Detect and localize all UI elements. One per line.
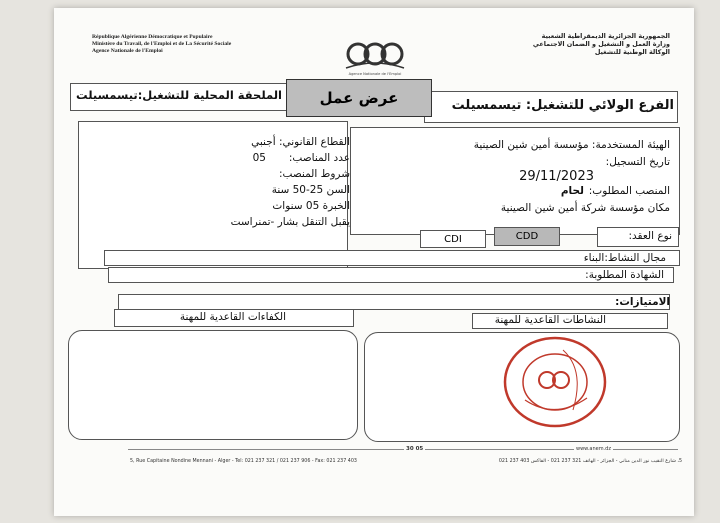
contract-option-cdi-label: CDI bbox=[444, 233, 462, 245]
header-french bbox=[92, 34, 231, 54]
conditions-label: شروط المنصب: bbox=[278, 168, 350, 180]
age-requirement: السن 25-50 سنة bbox=[271, 184, 350, 196]
page-title: عرض عمل bbox=[286, 79, 432, 117]
employer-label: الهيئة المستخدمة: مؤسسة أمين شين الصينية bbox=[473, 139, 670, 151]
contract-option-cdi[interactable] bbox=[420, 230, 486, 248]
footer bbox=[122, 446, 682, 477]
positions-label: عدد المناصب: bbox=[288, 152, 350, 164]
footer-website: www.anem.dz bbox=[576, 446, 611, 452]
privileges-label: الامتيازات: bbox=[615, 296, 670, 308]
footer-code: 30 05 bbox=[406, 446, 424, 452]
contract-option-cdd[interactable] bbox=[494, 227, 560, 246]
registration-date-label: تاريخ التسجيل: bbox=[605, 156, 670, 168]
competencies-label: الكفاءات القاعدية للمهنة bbox=[179, 311, 286, 323]
footer-address-fr: 5, Rue Capitaine Nondine Mennani - Alger - Tel: 021 237 321 / 021 237 906 - Fax: 021 237 403 bbox=[130, 459, 357, 464]
diploma-label: الشهادة المطلوبة: bbox=[585, 269, 664, 281]
footer-address-ar: 5، شارع النقيب نور الدين مناني - الجزائر - الهاتف 321 237 021 - الفاكس 403 237 021 bbox=[498, 459, 682, 464]
header-fr-line: Ministère du Travail, de l'Emploi et de La Sécurité Sociale bbox=[92, 40, 232, 47]
privileges-box bbox=[118, 294, 670, 310]
left-header-label: الملحقة المحلية للتشغيل:تيسمسيلت bbox=[76, 88, 282, 102]
header-fr-line: République Algérienne Démocratique et Populaire bbox=[92, 34, 213, 40]
logo-caption: Agence Nationale de l'Emploi bbox=[348, 72, 402, 76]
experience-requirement: الخبرة 05 سنوات bbox=[272, 200, 350, 212]
positions-value: 05 bbox=[252, 152, 266, 164]
sector-label: القطاع القانوني: أجنبي bbox=[251, 136, 350, 148]
job-offer-sheet bbox=[54, 8, 694, 516]
position-label: المنصب المطلوب: bbox=[588, 185, 670, 197]
header-arabic bbox=[533, 32, 670, 56]
header-ar-line: الوكالة الوطنية للتشغيل bbox=[594, 48, 670, 56]
contract-option-cdd-label: CDD bbox=[515, 231, 539, 242]
activity-field-label: مجال النشاط:البناء bbox=[583, 252, 666, 264]
header-ar-line: الجمهورية الجزائرية الديمقراطية الشعبية bbox=[541, 32, 670, 40]
contract-label: نوع العقد: bbox=[628, 230, 672, 242]
registration-date-value: 29/11/2023 bbox=[519, 169, 594, 184]
competencies-panel bbox=[68, 330, 358, 440]
header-ar-line: وزارة العمل و التشغيل و الضمان الاجتماعي bbox=[532, 40, 670, 48]
mobility-requirement: يقبل التنقل بشار -تمنراست bbox=[230, 216, 350, 228]
header-fr-line: Agence Nationale de l'Emploi bbox=[92, 47, 163, 54]
workplace-label: مكان مؤسسة شركة أمين شين الصينية bbox=[500, 202, 670, 214]
activities-label: النشاطات القاعدية للمهنة bbox=[494, 314, 606, 326]
official-stamp-icon bbox=[495, 330, 615, 434]
position-value: لحام bbox=[560, 185, 584, 197]
right-header-label: الفرع الولائي للتشغيل: تيسمسيلت bbox=[451, 98, 674, 113]
